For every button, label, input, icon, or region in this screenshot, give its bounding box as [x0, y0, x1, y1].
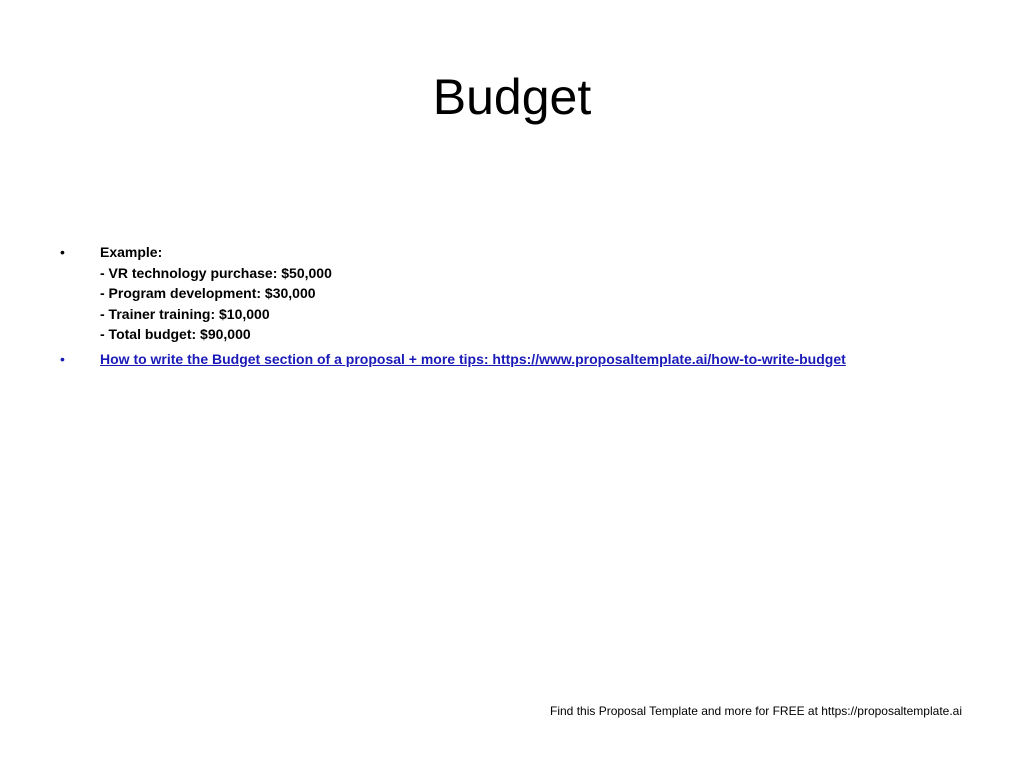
budget-line-trainer-training: - Trainer training: $10,000 [100, 305, 270, 322]
footer-note: Find this Proposal Template and more for FREE at https://proposaltemplate.ai [550, 704, 962, 718]
how-to-write-budget-link[interactable]: How to write the Budget section of a proposal + more tips: https://www.proposaltemplate.ai/how-to-write-budget [100, 350, 846, 367]
budget-line-total: - Total budget: $90,000 [100, 326, 251, 343]
bullet-dot-icon: • [60, 350, 65, 367]
example-heading: Example: [100, 244, 163, 260]
budget-line-vr-technology: - VR technology purchase: $50,000 [100, 264, 332, 281]
bullet-list [56, 242, 976, 374]
bullet-item-example [56, 242, 976, 345]
bullet-dot-icon: • [60, 244, 65, 260]
slide-title: Budget [432, 69, 592, 125]
bullet-item-link [56, 349, 976, 370]
budget-line-program-development: - Program development: $30,000 [100, 285, 316, 302]
